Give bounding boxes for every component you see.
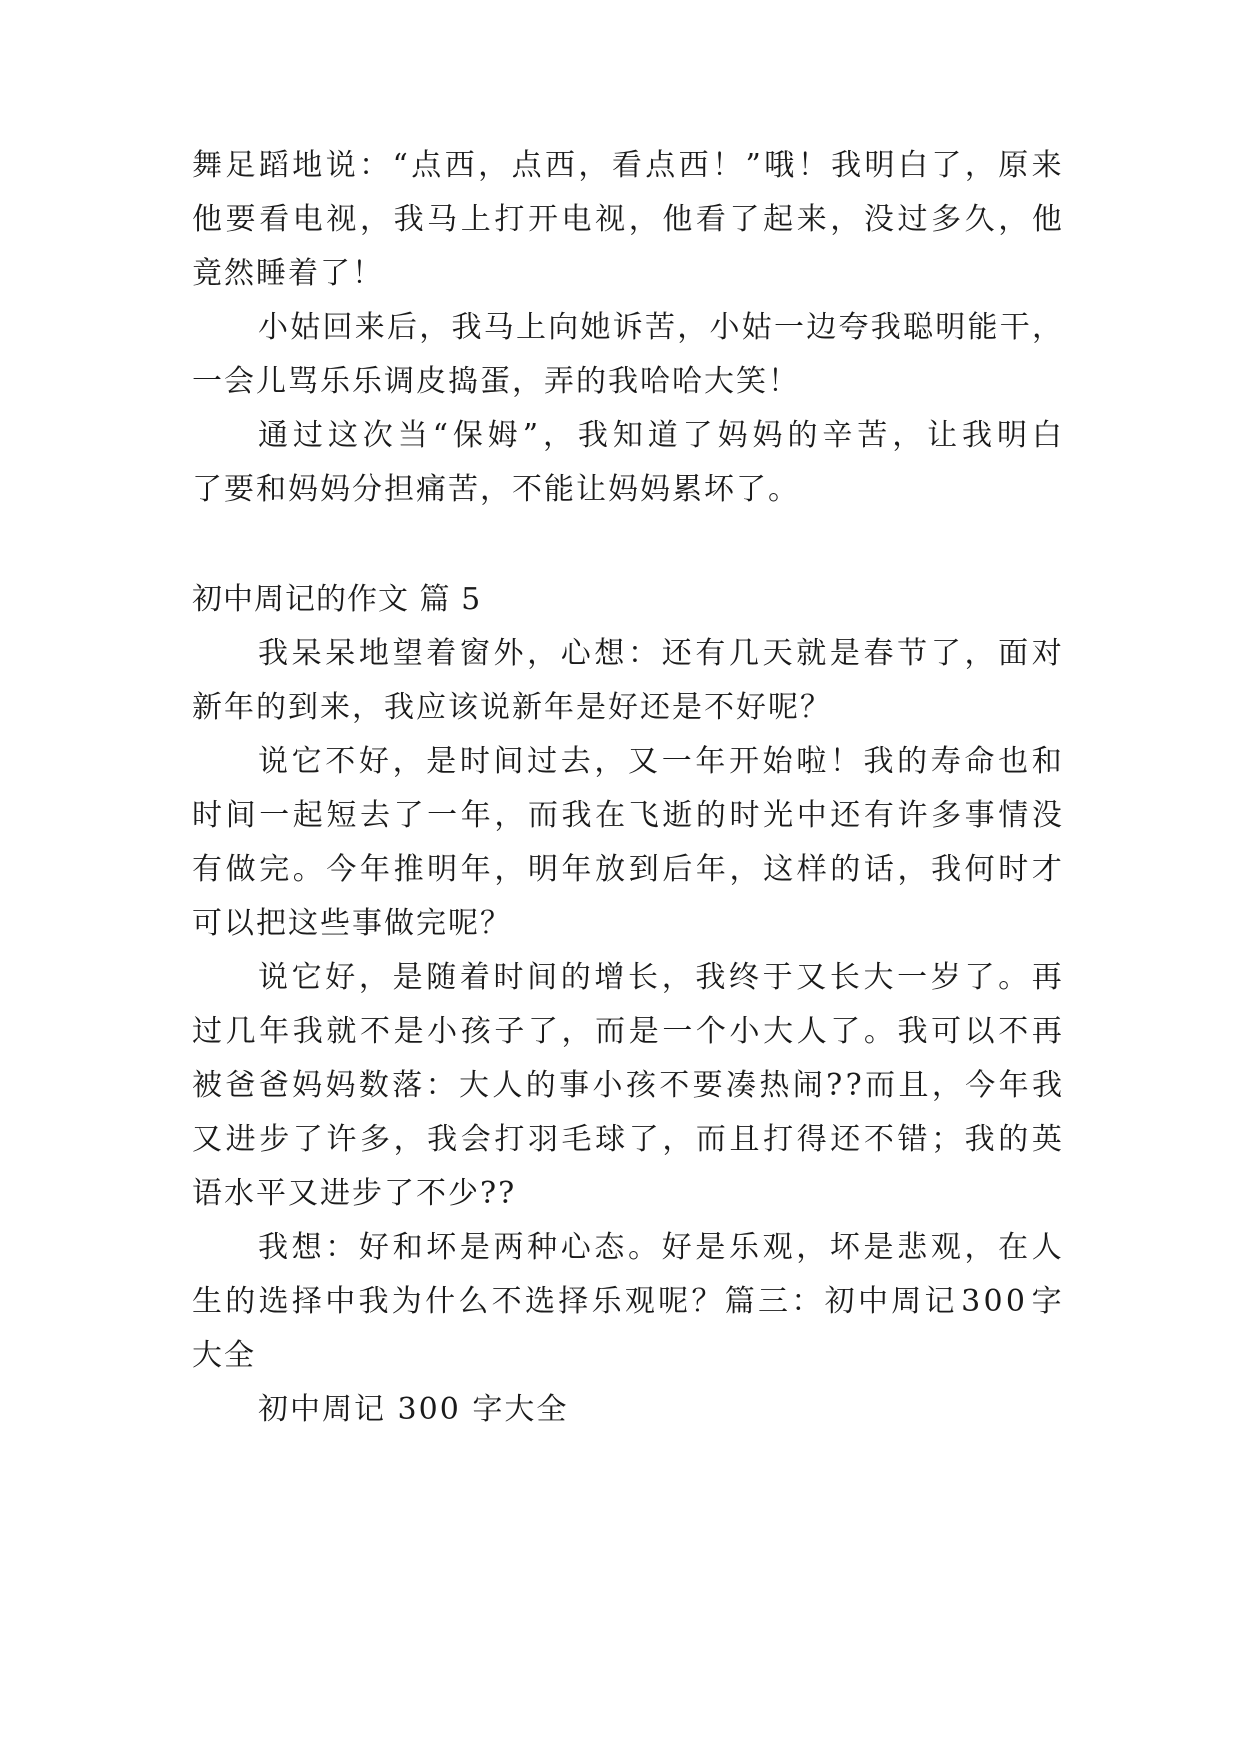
text-line: 竟然睡着了！ xyxy=(192,256,384,291)
text-line: 说 它 好 ， 是 随 着 时 间 的 增 长 ， 我 终 于 又 长 大 一 岁 了 。 再 xyxy=(258,960,1062,995)
text-line: 他 要 看 电 视 ， 我 马 上 打 开 电 视 ， 他 看 了 起 来 ， 没 过 多 久 ， 他 xyxy=(192,202,1062,237)
text-line: 语水平又进步了不少?? xyxy=(192,1176,517,1211)
text-line: 我 呆 呆 地 望 着 窗 外 ， 心 想 ： 还 有 几 天 就 是 春 节 了 ， 面 对 xyxy=(258,636,1062,671)
text-line: 被 爸 爸 妈 妈 数 落 ： 大 人 的 事 小 孩 不 要 凑 热 闹 ? ? 而 且 ， 今 年 我 xyxy=(192,1068,1062,1103)
text-line: 我 想 ： 好 和 坏 是 两 种 心 态 。 好 是 乐 观 ， 坏 是 悲 观 ， 在 人 xyxy=(258,1230,1062,1265)
text-line: 可以把这些事做完呢？ xyxy=(192,906,512,941)
text-line: 一会儿骂乐乐调皮捣蛋，弄的我哈哈大笑！ xyxy=(192,364,800,399)
text-line: 了要和妈妈分担痛苦，不能让妈妈累坏了。 xyxy=(192,472,800,507)
text-line: 生 的 选 择 中 我 为 什 么 不 选 择 乐 观 呢 ？ 篇 三 ： 初 中 周 记 3 0 0 字 xyxy=(192,1284,1062,1319)
text-line: 有 做 完 。 今 年 推 明 年 ， 明 年 放 到 后 年 ， 这 样 的 话 ， 我 何 时 才 xyxy=(192,852,1062,887)
text-line: 说 它 不 好 ， 是 时 间 过 去 ， 又 一 年 开 始 啦 ！ 我 的 寿 命 也 和 xyxy=(258,744,1062,779)
subheading-line: 初中周记 300 字大全 xyxy=(258,1392,569,1427)
text-line: 又 进 步 了 许 多 ， 我 会 打 羽 毛 球 了 ， 而 且 打 得 还 不 错 ； 我 的 英 xyxy=(192,1122,1062,1157)
text-line: 时 间 一 起 短 去 了 一 年 ， 而 我 在 飞 逝 的 时 光 中 还 有 许 多 事 情 没 xyxy=(192,798,1062,833)
text-line: 大全 xyxy=(192,1338,256,1373)
text-line: 过 几 年 我 就 不 是 小 孩 子 了 ， 而 是 一 个 小 大 人 了 。 我 可 以 不 再 xyxy=(192,1014,1062,1049)
section-heading: 初中周记的作文 篇 5 xyxy=(192,582,482,617)
text-line: 舞 足 蹈 地 说 ： “ 点 西 ， 点 西 ， 看 点 西 ！ ” 哦 ！ 我 明 白 了 ， 原 来 xyxy=(192,148,1062,183)
text-line: 小 姑 回 来 后 ， 我 马 上 向 她 诉 苦 ， 小 姑 一 边 夸 我 聪 明 能 干 ， xyxy=(258,310,1062,345)
text-line: 新年的到来，我应该说新年是好还是不好呢？ xyxy=(192,690,832,725)
text-line: 通 过 这 次 当 “ 保 姆 ” ， 我 知 道 了 妈 妈 的 辛 苦 ， 让 我 明 白 xyxy=(258,418,1062,453)
